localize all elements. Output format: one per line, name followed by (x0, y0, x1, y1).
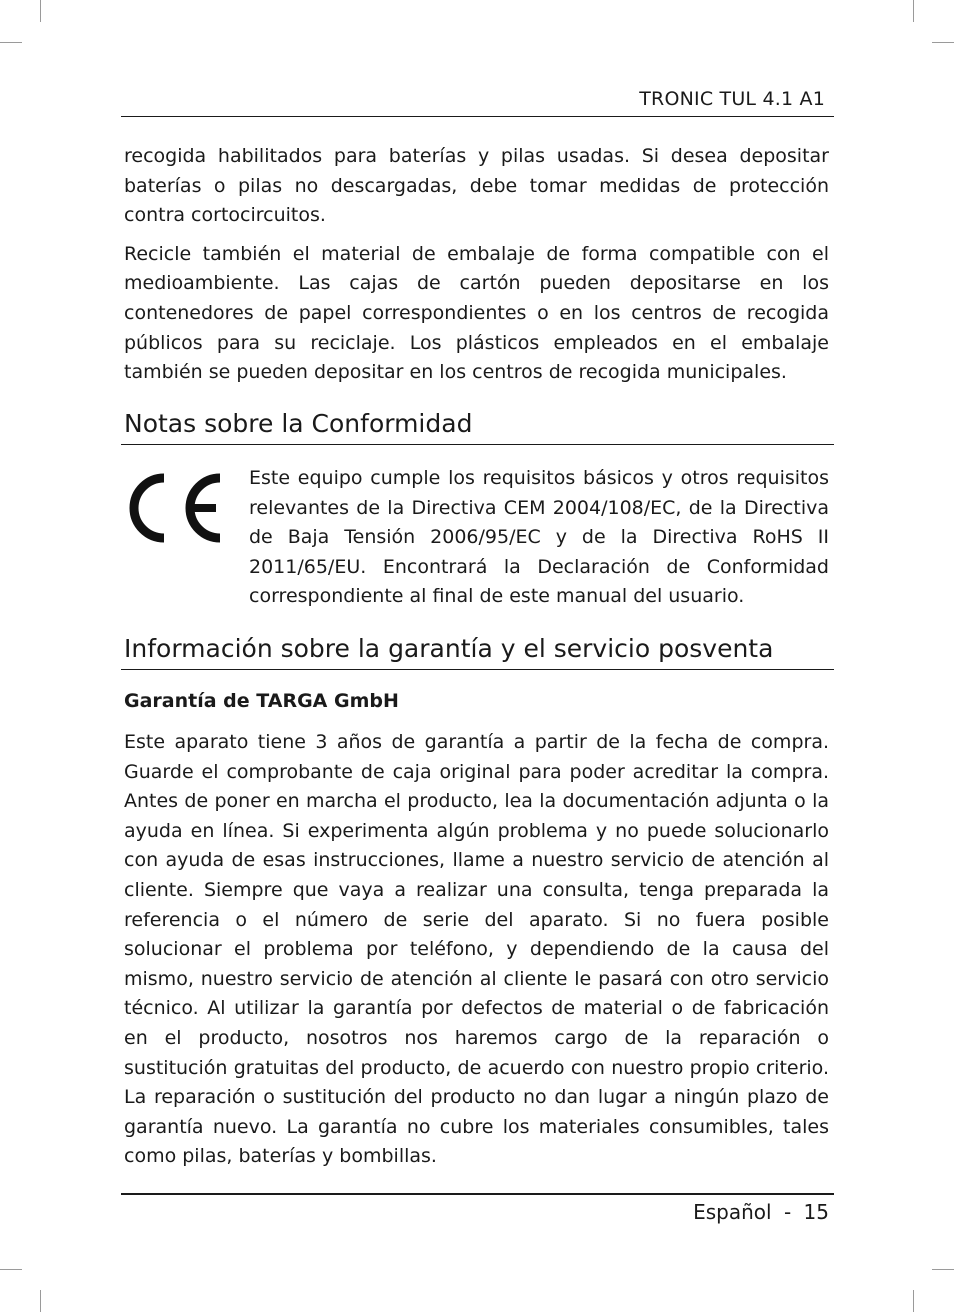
conformity-text-block (249, 464, 829, 612)
warranty-text-block (124, 728, 829, 1172)
crop-mark (40, 1290, 41, 1312)
header-rule (121, 116, 834, 117)
crop-mark (913, 1290, 914, 1312)
footer-separator: - (783, 1200, 792, 1224)
section-rule (121, 669, 834, 670)
ce-mark-icon (124, 470, 226, 546)
page-number: 15 (803, 1200, 829, 1224)
crop-mark (0, 42, 22, 43)
footer-rule (121, 1193, 834, 1195)
intro-section (124, 142, 829, 388)
warranty-heading: Información sobre la garantía y el servicio posventa (124, 634, 774, 663)
section-rule (121, 444, 834, 445)
crop-mark (932, 42, 954, 43)
conformity-text: Este equipo cumple los requisitos básicos y otros requisitos relevantes de la Directiva CEM 2004/108/EC, de la Directiva de Baja Tensión 2006/95/EC y de la Directiva RoHS II 2011/65/EU. Encontrará la Declaración de Conformidad correspondiente al final de este manual del usuario. (249, 467, 829, 608)
footer-language: Español (693, 1200, 772, 1224)
header-title: TRONIC TUL 4.1 A1 (639, 88, 825, 110)
warranty-text: Este aparato tiene 3 años de garantía a partir de la fecha de compra. Guarde el comprobante de caja original para poder acreditar la compra. Antes de poner en marcha el producto, lea la documentación adjunta o la ayuda en línea. Si experimenta algún problema y no puede solucionarlo con ayuda de esas instrucciones, llame a nuestro servicio de atención al cliente. Siempre que vaya a realizar una consulta, tenga preparada la referencia o el número de serie del aparato. Si no fuera posible solucionar el problema por teléfono, y dependiendo de la causa del mismo, nuestro servicio de atención al cliente le pasará con otro servicio técnico. Al utilizar la garantía por defectos de material o de fabricación en el producto, nosotros nos haremos cargo de la reparación o sustitución gratuitas del producto, de acuerdo con nuestro propio criterio. La reparación o sustitución del producto no dan lugar a ningún plazo de garantía nuevo. La garantía no cubre los materiales consumibles, tales como pilas, baterías y bombillas. (124, 731, 829, 1168)
conformity-heading: Notas sobre la Conformidad (124, 409, 473, 438)
paragraph: recogida habilitados para baterías y pilas usadas. Si desea depositar baterías o pilas no descargadas, debe tomar medidas de protección contra cortocircuitos. (124, 145, 829, 227)
crop-mark (913, 0, 914, 22)
warranty-subheading: Garantía de TARGA GmbH (124, 690, 399, 712)
crop-mark (0, 1269, 22, 1270)
page-footer (693, 1200, 829, 1224)
crop-mark (40, 0, 41, 22)
crop-mark (932, 1269, 954, 1270)
paragraph: Recicle también el material de embalaje de forma compatible con el medioambiente. Las cajas de cartón pueden depositarse en los contenedores de papel correspondientes o en los centros de recogida públicos para su reciclaje. Los plásticos empleados en el embalaje también se pueden depositar en los centros de recogida municipales. (124, 242, 829, 384)
